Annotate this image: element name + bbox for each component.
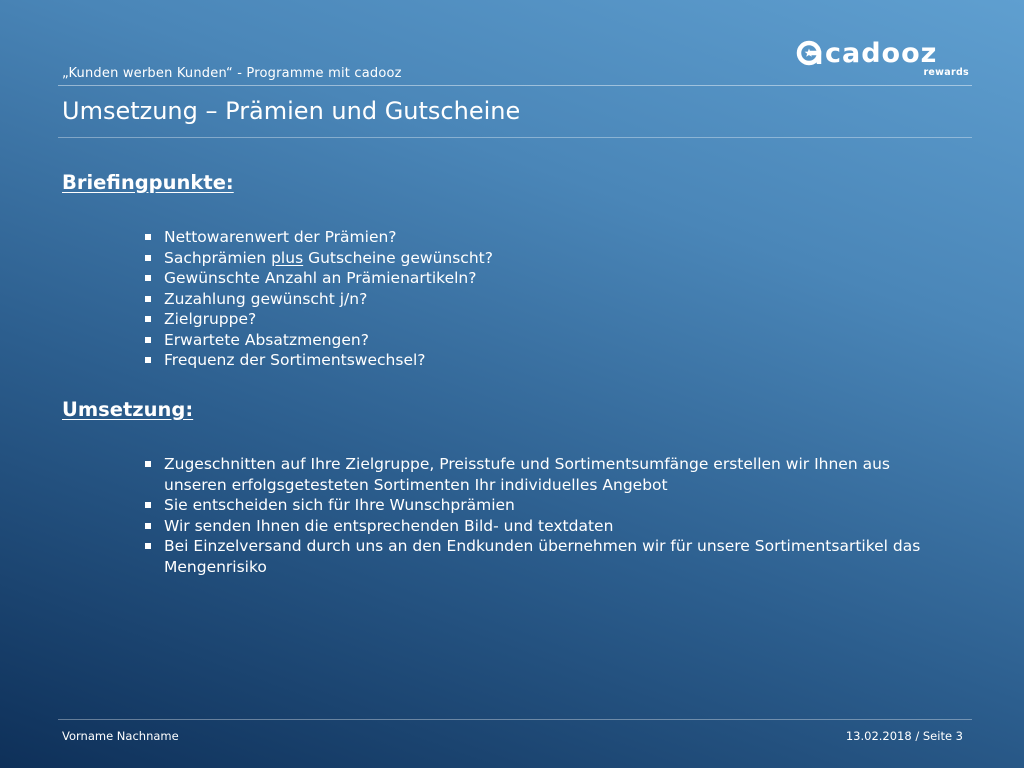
cadooz-logo-mark xyxy=(796,40,976,66)
umsetzung-item: Sie entscheiden sich für Ihre Wunschprämien xyxy=(145,495,955,516)
bullet-square-icon xyxy=(145,234,151,240)
footer-author: Vorname Nachname xyxy=(62,729,179,743)
briefing-item: Nettowarenwert der Prämien? xyxy=(145,227,955,248)
umsetzung-item: Wir senden Ihnen die entsprechenden Bild- und textdaten xyxy=(145,516,955,537)
umsetzung-list xyxy=(145,454,955,577)
logo-tagline: rewards xyxy=(923,67,969,78)
umsetzung-item: Bei Einzelversand durch uns an den Endkunden übernehmen wir für unsere Sortimentsartikel das Mengenrisiko xyxy=(145,536,955,577)
bullet-square-icon xyxy=(145,296,151,302)
umsetzung-item: Zugeschnitten auf Ihre Zielgruppe, Preisstufe und Sortimentsumfänge erstellen wir Ihnen aus unseren erfolgsgetesteten Sortimenten Ihr individuelles Angebot xyxy=(145,454,955,495)
bullet-square-icon xyxy=(145,316,151,322)
footer-divider xyxy=(58,719,972,720)
bullet-square-icon xyxy=(145,337,151,343)
page-title: Umsetzung – Prämien und Gutscheine xyxy=(62,97,521,125)
briefing-item: Sachprämien plus Gutscheine gewünscht? xyxy=(145,248,955,269)
bullet-square-icon xyxy=(145,502,151,508)
footer-date-page: 13.02.2018 / Seite 3 xyxy=(845,729,963,743)
bullet-square-icon xyxy=(145,523,151,529)
briefing-item: Zielgruppe? xyxy=(145,309,955,330)
bullet-square-icon xyxy=(145,275,151,281)
briefing-item: Zuzahlung gewünscht j/n? xyxy=(145,289,955,310)
bullet-square-icon xyxy=(145,357,151,363)
briefing-list xyxy=(145,227,955,371)
logo-wordmark: cadooz xyxy=(825,40,938,66)
briefing-item: Frequenz der Sortimentswechsel? xyxy=(145,350,955,371)
umsetzung-heading: Umsetzung: xyxy=(62,398,194,421)
briefing-heading: Briefingpunkte: xyxy=(62,171,234,194)
bullet-square-icon xyxy=(145,461,151,467)
bullet-square-icon xyxy=(145,543,151,549)
briefing-item: Erwartete Absatzmengen? xyxy=(145,330,955,351)
title-divider xyxy=(58,137,972,138)
header-divider xyxy=(58,85,972,86)
bullet-square-icon xyxy=(145,255,151,261)
header-subtitle: „Kunden werben Kunden“ - Programme mit cadooz xyxy=(62,66,402,81)
briefing-item: Gewünschte Anzahl an Prämienartikeln? xyxy=(145,268,955,289)
emphasis-plus: plus xyxy=(271,248,304,267)
cadooz-logo xyxy=(796,40,976,80)
